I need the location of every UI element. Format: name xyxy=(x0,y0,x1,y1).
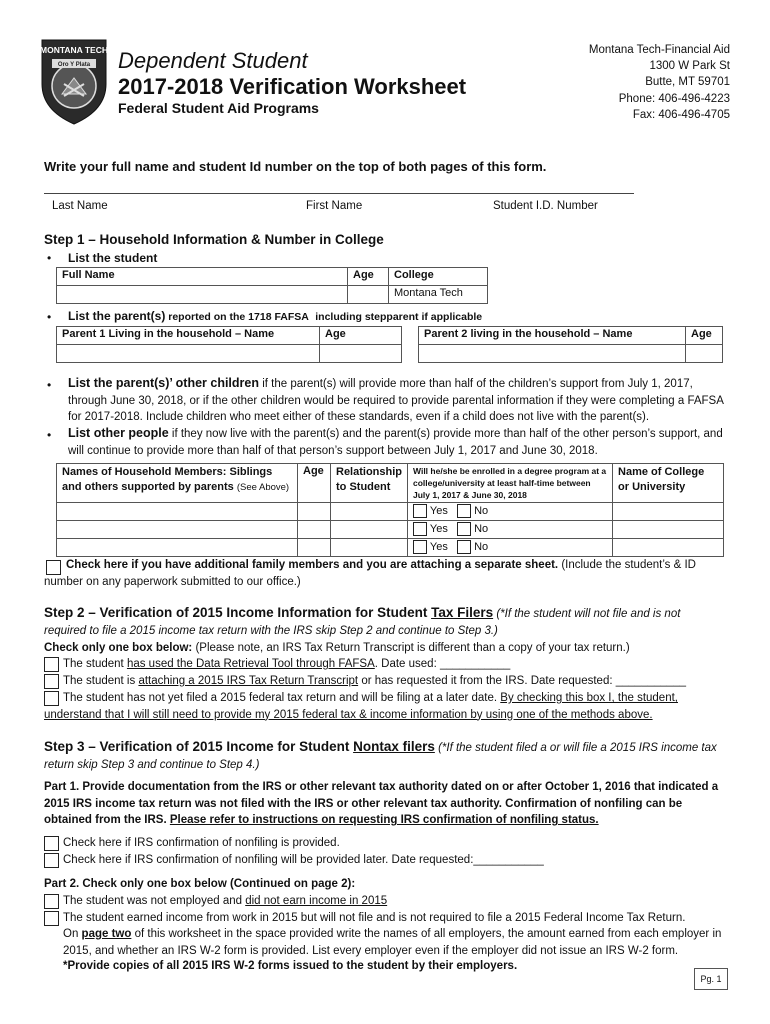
no-checkbox[interactable] xyxy=(457,504,471,518)
not-employed-checkbox[interactable] xyxy=(44,894,59,909)
member-college-cell[interactable] xyxy=(613,521,724,539)
bullet-icon: • xyxy=(47,378,52,392)
household-table xyxy=(56,463,724,557)
other-children-paragraph: List the parent(s)’ other children if the parent(s) will provide more than half of the children’s support from July 1, 2017, through June 30, 2018, or if the other children would be required to provide parental information if they were completing a FAFSA for 2017-2018. Include children who meet either of these standards, even if a child does not live with the parent(s). xyxy=(68,376,724,423)
worksheet-title: 2017-2018 Verification Worksheet xyxy=(118,74,467,99)
contact-phone: Phone: 406-496-4223 xyxy=(618,92,730,105)
table-row xyxy=(57,503,724,521)
enrolled-header: Will he/she be enrolled in a degree program at a college/university at least half-time between July 1, 2017 & June 30, 2018 xyxy=(408,464,613,503)
parent2-age-cell[interactable] xyxy=(686,345,723,363)
transcript-option: The student is attaching a 2015 IRS Tax Return Transcript or has requested it from the IRS. Date requested: ___________ xyxy=(63,675,687,687)
member-age-cell[interactable] xyxy=(298,539,331,557)
name-line[interactable] xyxy=(44,193,634,194)
contact-street: 1300 W Park St xyxy=(649,60,730,73)
page-number: Pg. 1 xyxy=(694,968,728,990)
page-two-instruction: On page two of this worksheet in the space provided write the names of all employers, the amount earned from each employer in 2015, and whether an IRS W-2 form is provided. List every employer even if the employer did not issue an IRS W-2 form. xyxy=(63,928,722,957)
step3-heading: Step 3 – Verification of 2015 Income for Student Nontax filers (*If the student filed a or will file a 2015 IRS income tax return skip Step 3 and continue to Step 4.) xyxy=(44,739,717,771)
member-age-cell[interactable] xyxy=(298,503,331,521)
parent1-name-cell[interactable] xyxy=(57,345,320,363)
montana-tech-logo xyxy=(36,36,112,126)
parent2-table xyxy=(418,326,723,363)
member-college-cell[interactable] xyxy=(613,503,724,521)
part1-text: Part 1. Provide documentation from the IRS or other relevant tax authority dated on or after October 1, 2016 that indicated a 2015 IRS income tax return was not filed with the IRS or other relevant tax authority. Confirmation of nonfiling can be obtained from the IRS. Please refer to instructions on requesting IRS confirmation of nonfiling status. xyxy=(44,781,719,826)
form-subtitle: Federal Student Aid Programs xyxy=(118,100,319,116)
parent1-table xyxy=(56,326,402,363)
enrolled-cell: Yes No xyxy=(408,521,613,539)
nonfiling-provided-option: Check here if IRS confirmation of nonfiling is provided. xyxy=(63,837,340,849)
member-name-cell[interactable] xyxy=(57,521,298,539)
relationship-header: Relationship to Student xyxy=(331,464,408,503)
other-people-paragraph: List other people if they now live with the parent(s) and the parent(s) provide more than half of the other person’s support, and will continue to provide more than half of that person’s support between July 1, 2017 and June 30, 2018. xyxy=(68,426,723,457)
contact-office: Montana Tech-Financial Aid xyxy=(588,44,730,56)
earned-income-checkbox[interactable] xyxy=(44,911,59,926)
svg-text:Oro Y Plata: Oro Y Plata xyxy=(57,62,91,68)
parent2-name-cell[interactable] xyxy=(419,345,686,363)
member-college-cell[interactable] xyxy=(613,539,724,557)
enrolled-cell: Yes No xyxy=(408,503,613,521)
earned-income-option: The student earned income from work in 2015 but will not file and is not required to file a 2015 Federal Income Tax Return. xyxy=(63,912,686,924)
household-age-header: Age xyxy=(298,464,331,503)
no-checkbox[interactable] xyxy=(457,540,471,554)
drt-option: The student has used the Data Retrieval Tool through FAFSA. Date used: ___________ xyxy=(63,658,511,670)
no-checkbox[interactable] xyxy=(457,522,471,536)
yes-checkbox[interactable] xyxy=(413,504,427,518)
student-table xyxy=(56,267,488,304)
transcript-checkbox[interactable] xyxy=(44,674,59,689)
enrolled-cell: Yes No xyxy=(408,539,613,557)
first-name-label: First Name xyxy=(306,200,363,212)
list-parents-line: List the parent(s) reported on the 1718 FAFSA including stepparent if applicable xyxy=(68,309,483,323)
parent1-age-header: Age xyxy=(320,327,402,345)
table-row xyxy=(57,521,724,539)
check-one-line: Check only one box below: (Please note, an IRS Tax Return Transcript is different than a copy of your tax return.) xyxy=(44,642,630,654)
age-header: Age xyxy=(348,268,389,286)
table-row xyxy=(57,539,724,557)
form-title: Dependent Student xyxy=(118,48,308,73)
college-value: Montana Tech xyxy=(389,286,488,304)
nonfiling-provided-checkbox[interactable] xyxy=(44,836,59,851)
part2-heading: Part 2. Check only one box below (Continued on page 2): xyxy=(44,878,356,890)
member-relationship-cell[interactable] xyxy=(331,521,408,539)
additional-members-text: Check here if you have additional family members and you are attaching a separate sheet. (Include the student’s & ID number on any paperwork submitted to our office.) xyxy=(44,559,696,588)
parent2-age-header: Age xyxy=(686,327,723,345)
student-name-cell[interactable] xyxy=(57,286,348,304)
bullet-icon: • xyxy=(47,251,52,265)
bullet-icon: • xyxy=(47,310,52,324)
full-name-header: Full Name xyxy=(57,268,348,286)
provide-w2-note: *Provide copies of all 2015 IRS W-2 forms issued to the student by their employers. xyxy=(63,960,518,972)
member-age-cell[interactable] xyxy=(298,521,331,539)
contact-fax: Fax: 406-496-4705 xyxy=(632,108,730,121)
not-employed-option: The student was not employed and did not earn income in 2015 xyxy=(63,895,388,907)
step1-heading: Step 1 – Household Information & Number in College xyxy=(44,232,384,247)
drt-checkbox[interactable] xyxy=(44,657,59,672)
parent1-age-cell[interactable] xyxy=(320,345,402,363)
instruction: Write your full name and student Id number on the top of both pages of this form. xyxy=(44,159,547,174)
nonfiling-later-option: Check here if IRS confirmation of nonfiling will be provided later. Date requested:___________ xyxy=(63,854,544,866)
yes-checkbox[interactable] xyxy=(413,522,427,536)
nonfiling-later-checkbox[interactable] xyxy=(44,853,59,868)
student-age-cell[interactable] xyxy=(348,286,389,304)
contact-block xyxy=(589,42,730,123)
list-student-label: List the student xyxy=(68,251,158,265)
parent1-header: Parent 1 Living in the household – Name xyxy=(57,327,320,345)
student-id-label: Student I.D. Number xyxy=(493,200,598,212)
not-filed-option: The student has not yet filed a 2015 federal tax return and will be filing at a later date. By checking this box I, the student, understand that I will still need to provide my 2015 federal tax & income information by using one of the methods above. xyxy=(44,692,678,721)
parent2-header: Parent 2 living in the household – Name xyxy=(419,327,686,345)
step2-heading: Step 2 – Verification of 2015 Income Information for Student Tax Filers (*If the student will not file and is not required to file a 2015 income tax return with the IRS skip Step 2 and continue to Step 3.) xyxy=(44,605,681,637)
member-relationship-cell[interactable] xyxy=(331,503,408,521)
svg-text:MONTANA TECH: MONTANA TECH xyxy=(40,45,108,55)
member-name-cell[interactable] xyxy=(57,503,298,521)
member-relationship-cell[interactable] xyxy=(331,539,408,557)
contact-city: Butte, MT 59701 xyxy=(645,76,730,89)
college-name-header: Name of College or University xyxy=(613,464,724,503)
college-header: College xyxy=(389,268,488,286)
last-name-label: Last Name xyxy=(52,200,108,212)
member-name-cell[interactable] xyxy=(57,539,298,557)
yes-checkbox[interactable] xyxy=(413,540,427,554)
bullet-icon: • xyxy=(47,428,52,442)
household-names-header: Names of Household Members: Siblings and others supported by parents (See Above) xyxy=(57,464,298,503)
